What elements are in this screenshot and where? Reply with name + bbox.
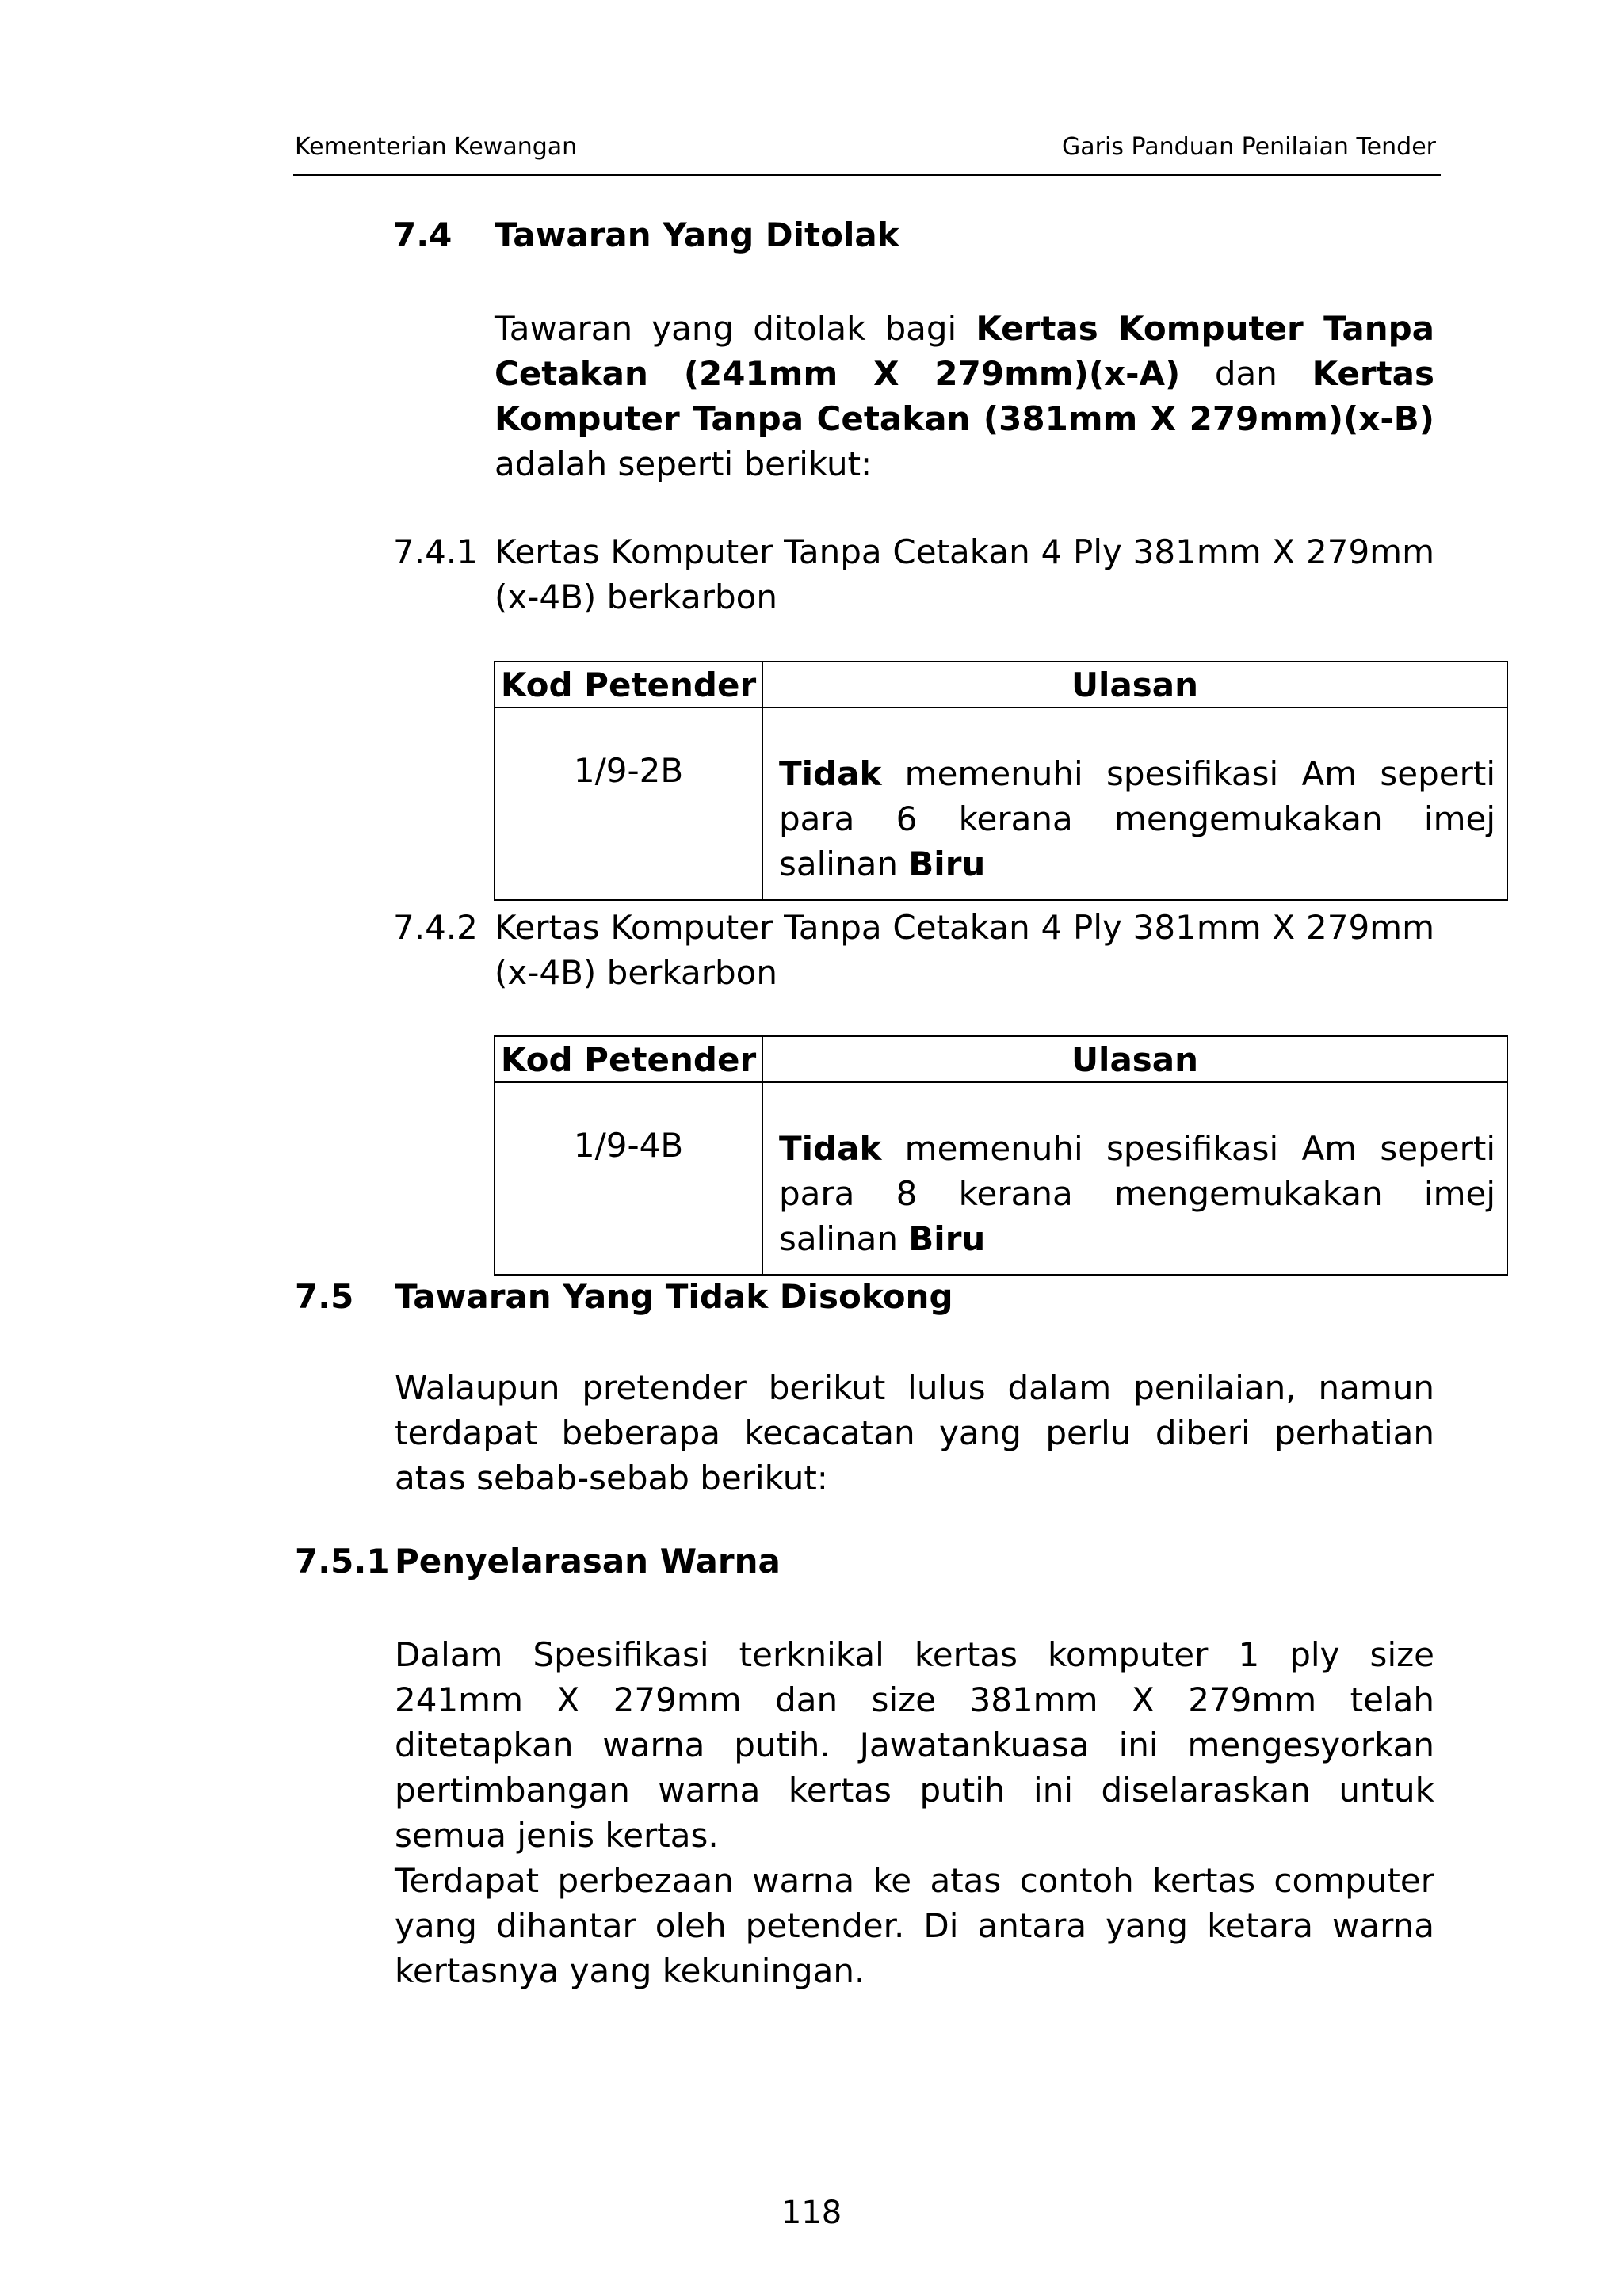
section-title: Tawaran Yang Ditolak [495, 215, 899, 254]
section-7-4-intro [495, 306, 1434, 486]
table-header-row [495, 662, 1507, 707]
subsection-7-4-1-text: Kertas Komputer Tanpa Cetakan 4 Ply 381mm X 279mm (x-4B) berkarbon [495, 532, 1434, 616]
intro-text: Tawaran yang ditolak bagi [495, 309, 976, 348]
kod-cell: 1/9-4B [495, 1082, 762, 1275]
header-divider [293, 174, 1441, 176]
intro-text: adalah seperti berikut: [495, 444, 873, 483]
section-7-5-1-para-1: Dalam Spesifikasi terknikal kertas komputer 1 ply size 241mm X 279mm dan size 381mm X 279mm telah ditetapkan warna putih. Jawatankuasa ini mengesyorkan pertimbangan warna kertas putih ini diselaraskan untuk semua jenis kertas. [395, 1635, 1434, 1855]
section-number: 7.5 [295, 1277, 354, 1316]
ulasan-text: memenuhi spesifikasi Am seperti para 8 kerana mengemukakan imej salinan [779, 1129, 1495, 1258]
intro-bold-1: Kertas Komputer Tanpa Cetakan (241mm X 279mm)(x-A) [495, 309, 1434, 393]
section-title: Tawaran Yang Tidak Disokong [395, 1277, 953, 1316]
subsection-number: 7.4.2 [393, 908, 478, 947]
ulasan-bold: Biru [908, 845, 986, 883]
ulasan-text: memenuhi spesifikasi Am seperti para 6 kerana mengemukakan imej salinan [779, 754, 1495, 883]
rejected-table-1 [494, 661, 1508, 901]
ulasan-bold: Biru [908, 1219, 986, 1258]
subsection-7-5-1-heading [295, 1542, 781, 1581]
ulasan-cell [762, 1082, 1507, 1275]
header-left: Kementerian Kewangan [295, 133, 578, 161]
ulasan-bold: Tidak [779, 1129, 882, 1168]
table-row [495, 1082, 1507, 1275]
header-right: Garis Panduan Penilaian Tender [1062, 133, 1436, 161]
col-kod-petender: Kod Petender [495, 662, 762, 707]
section-number: 7.4 [393, 215, 453, 254]
page-number: 118 [781, 2195, 842, 2231]
ulasan-bold: Tidak [779, 754, 882, 793]
kod-cell: 1/9-2B [495, 707, 762, 900]
col-kod-petender: Kod Petender [495, 1036, 762, 1082]
subsection-number: 7.4.1 [393, 532, 478, 571]
section-7-5-heading [295, 1277, 953, 1316]
section-7-5-text: Walaupun pretender berikut lulus dalam penilaian, namun terdapat beberapa kecacatan yang perlu diberi perhatian atas sebab-sebab berikut: [395, 1368, 1434, 1497]
section-7-4-heading [393, 215, 899, 254]
table-header-row [495, 1036, 1507, 1082]
rejected-table-2 [494, 1035, 1508, 1276]
intro-bold-2: Kertas Komputer Tanpa Cetakan (381mm X 279mm)(x-B) [495, 354, 1434, 438]
table-row [495, 707, 1507, 900]
section-title: Penyelarasan Warna [395, 1542, 781, 1581]
ulasan-cell [762, 707, 1507, 900]
col-ulasan: Ulasan [762, 1036, 1507, 1082]
subsection-7-4-2-text: Kertas Komputer Tanpa Cetakan 4 Ply 381mm X 279mm (x-4B) berkarbon [495, 908, 1434, 992]
section-number: 7.5.1 [295, 1542, 390, 1581]
intro-text: dan [1180, 354, 1312, 393]
col-ulasan: Ulasan [762, 662, 1507, 707]
section-7-5-1-para-2: Terdapat perbezaan warna ke atas contoh kertas computer yang dihantar oleh petender. Di antara yang ketara warna kertasnya yang kekuningan. [395, 1861, 1434, 1990]
